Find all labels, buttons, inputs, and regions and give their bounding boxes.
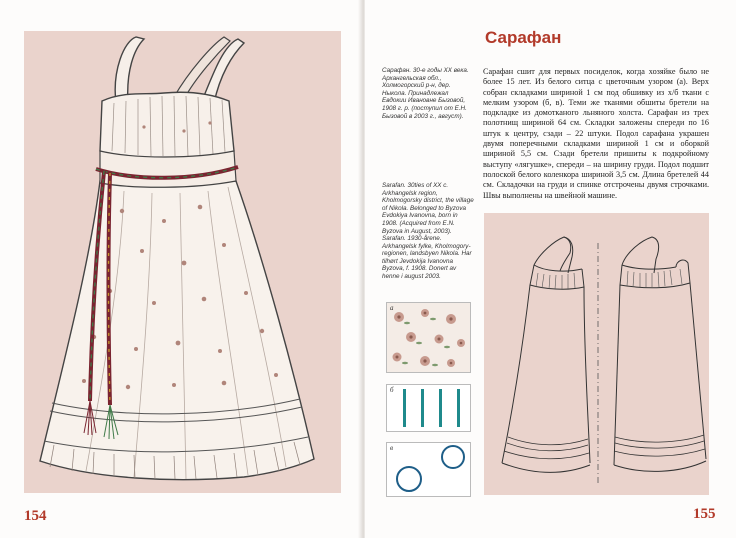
pattern-front-ruffle	[504, 451, 589, 459]
pattern-back-ruffle	[614, 449, 705, 456]
swatch-letter-b: б	[390, 386, 394, 394]
waist	[100, 151, 236, 187]
pattern-front-tuck-1	[508, 437, 588, 445]
pattern-diagram	[484, 213, 709, 495]
swatch-letter-v: в	[390, 444, 394, 452]
page-title: Сарафан	[485, 28, 562, 47]
sarafan-illustration	[24, 31, 341, 493]
stripe-print-pattern	[387, 385, 470, 431]
pattern-drawing	[484, 213, 709, 495]
swatch-letter-a: а	[390, 304, 394, 312]
ring-print-pattern	[387, 443, 470, 496]
strap-left	[115, 37, 144, 103]
swatch-stripe-print	[386, 384, 471, 432]
sarafan-drawing	[24, 31, 341, 493]
page-number-right: 155	[693, 506, 716, 522]
description-text: Сарафан сшит для первых посиделок, когда хозяйке было не более 15 лет. Из белого ситца с цветочным узором (а). Верх собран складками шириной 1 см под обшивку из х/б ткани с мелким узором (б, в). Теми же тканями обшиты бретели на подкладке из домотканого льняного холста. Сарафан из трех полотнищ шириной 64 см. Складки заложены спереди по 16 штук к центру, сзади – 22 штуки. Подол сарафана украшен двумя поперечными складками шириной 1 см и оборкой шириной 5,5 см. Сзади бретели пришиты к подкройному выступу «лягушке», спереди – на ширину груди. Подол подшит полоской белого коленкора шириной 3,5 см. Длина бретелей 44 см. Складочки на груди и спинке отстрочены двумя строчками. Швы выполнены на швейной машине.	[483, 67, 709, 200]
swatch-floral-print	[386, 302, 471, 373]
caption-english: Sarafan. 30ties of XX c. Arkhangelsk region, Kholmogorsky district, the village of Nikola. Belonged to Byzova Evdokiya Ivanovna, born in 1908. (Acquired from E.N. Byzova in August, 2003).	[382, 182, 474, 235]
caption-norwegian: Sarafan. 1930-årene. Arkhangelsk fylke, Kholmogory-regionen, landsbyen Nikola. Har tilhørt Jevdokija Ivanovna Byzova, f. 1908. Donert av henne i august 2003.	[382, 235, 472, 280]
pattern-front-pleats	[536, 273, 575, 289]
left-page	[0, 0, 363, 538]
page-number-left: 154	[24, 508, 47, 524]
pattern-front-tuck-2	[507, 443, 588, 451]
skirt	[40, 181, 314, 480]
floral-print-pattern	[387, 303, 470, 372]
pattern-back-tuck-1	[615, 435, 704, 442]
bodice	[100, 92, 234, 157]
caption-russian: Сарафан. 30-е годы XX века. Архангельская обл., Холмогорский р-н, дер. Ныкола. Принадлежал Евдокии Ивановне Бызовой, 1908 г. р. (поступил от Е.Н. Бызовой в 2003 г., август).	[382, 67, 469, 120]
swatch-ring-print	[386, 442, 471, 497]
pattern-front-view	[502, 237, 590, 472]
